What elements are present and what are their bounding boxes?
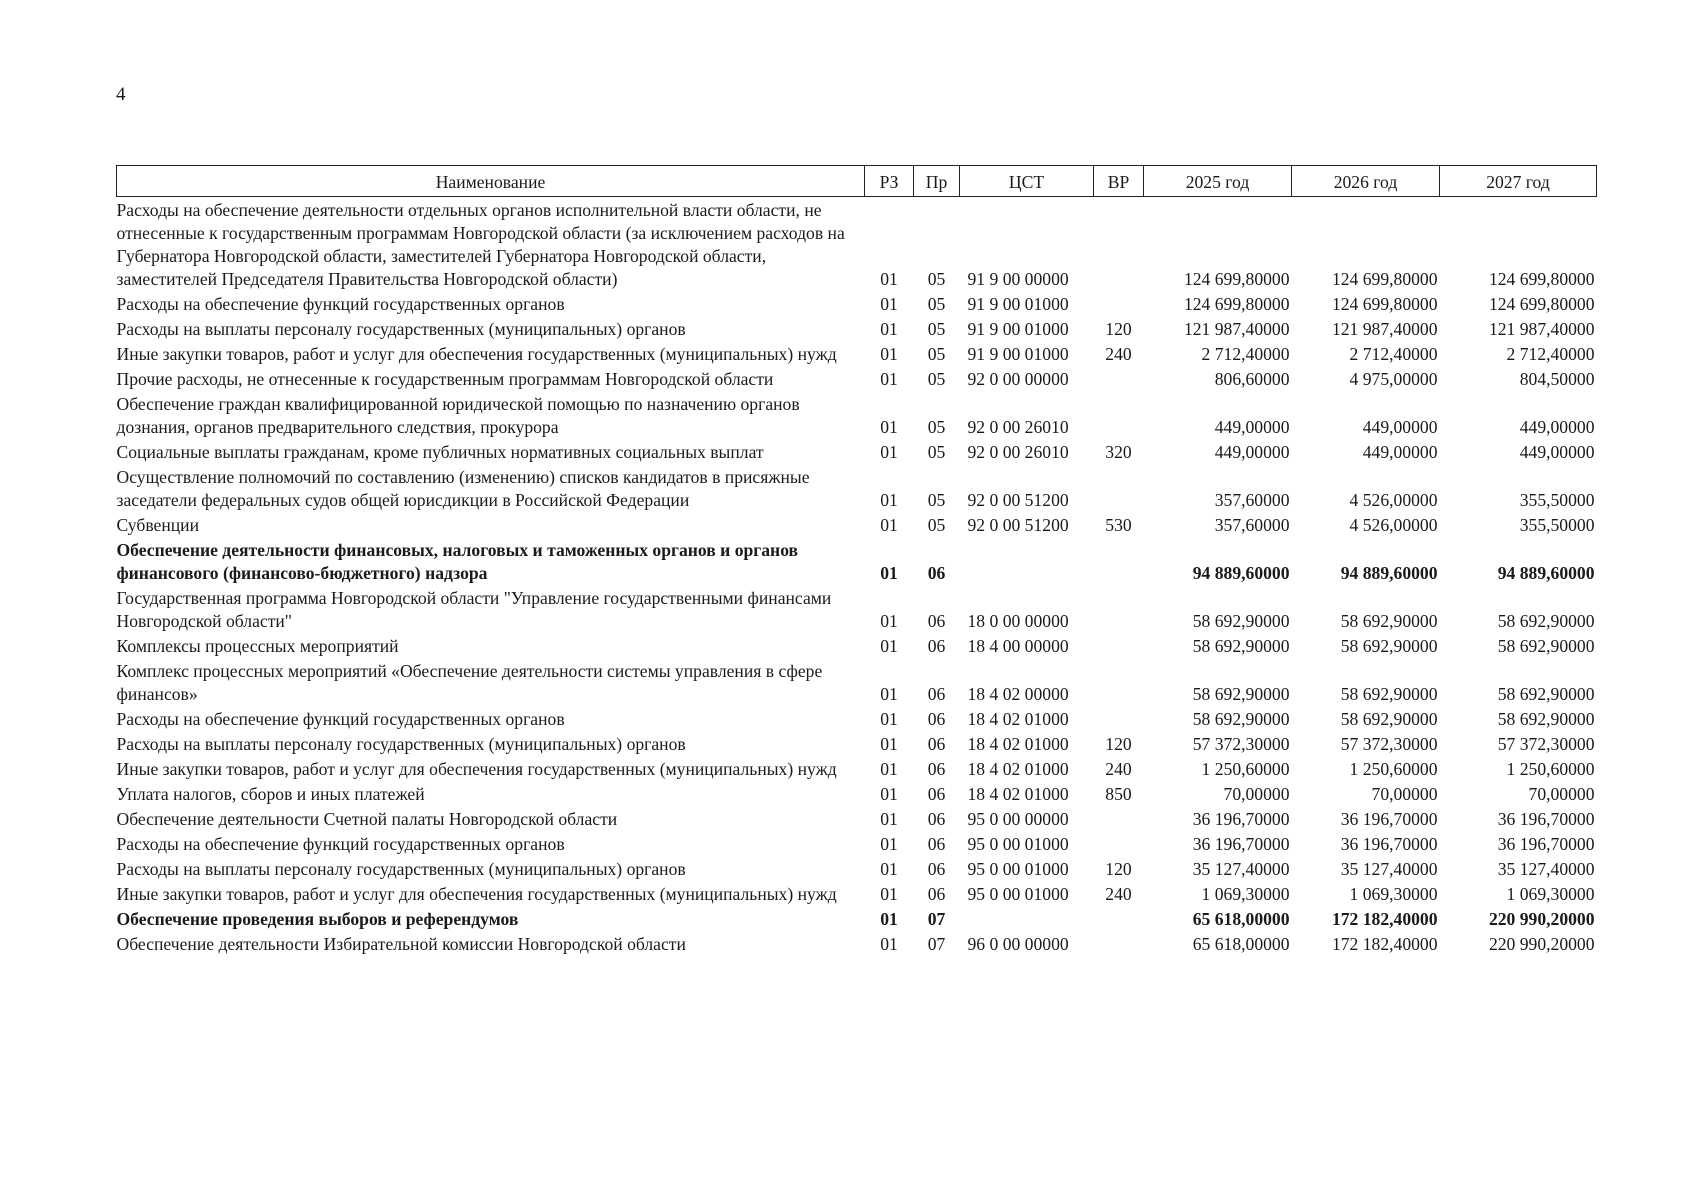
row-vr (1094, 464, 1144, 512)
row-rz: 01 (880, 684, 898, 704)
row-rz: 01 (880, 859, 898, 879)
row-2025: 449,00000 (1214, 442, 1290, 462)
header-2026: 2026 год (1292, 166, 1440, 197)
row-name: Уплата налогов, сборов и иных платежей (116, 784, 425, 804)
row-rz: 01 (880, 759, 898, 779)
row-pr: 05 (927, 369, 946, 389)
row-2027: 449,00000 (1519, 417, 1595, 437)
row-2027: 1 250,60000 (1506, 759, 1595, 779)
row-2027: 220 990,20000 (1488, 934, 1595, 954)
table-row (117, 856, 1597, 881)
row-2026: 4 526,00000 (1349, 515, 1438, 535)
header-name: Наименование (117, 166, 865, 197)
row-2027: 2 712,40000 (1506, 344, 1595, 364)
header-vr: ВР (1094, 166, 1144, 197)
row-2026: 124 699,80000 (1331, 294, 1438, 314)
header-pr: Пр (914, 166, 960, 197)
row-2025: 58 692,90000 (1192, 636, 1290, 656)
row-rz: 01 (880, 369, 898, 389)
row-pr: 05 (927, 344, 946, 364)
row-2027: 124 699,80000 (1488, 294, 1595, 314)
row-2025: 58 692,90000 (1192, 709, 1290, 729)
row-vr: 120 (1105, 859, 1132, 879)
row-2025: 58 692,90000 (1192, 611, 1290, 631)
row-pr: 06 (927, 834, 946, 854)
row-2027: 355,50000 (1519, 515, 1595, 535)
row-2025: 121 987,40000 (1183, 319, 1290, 339)
row-2025: 70,00000 (1223, 784, 1290, 804)
row-2025: 2 712,40000 (1201, 344, 1290, 364)
row-vr: 240 (1105, 759, 1132, 779)
row-name: Расходы на выплаты персоналу государственных (муниципальных) органов (116, 319, 686, 339)
table-row (117, 537, 1597, 585)
row-2025: 449,00000 (1214, 417, 1290, 437)
row-rz: 01 (880, 809, 898, 829)
row-pr: 05 (927, 490, 946, 510)
row-name: Социальные выплаты гражданам, кроме публичных нормативных социальных выплат (116, 442, 764, 462)
row-2025: 124 699,80000 (1183, 294, 1290, 314)
row-cst: 92 0 00 51200 (967, 490, 1069, 510)
row-pr: 06 (927, 759, 946, 779)
row-name: Обеспечение деятельности Счетной палаты Новгородской области (116, 809, 618, 829)
row-pr: 06 (927, 884, 946, 904)
row-rz: 01 (880, 417, 898, 437)
row-rz: 01 (880, 834, 898, 854)
row-2025: 35 127,40000 (1192, 859, 1290, 879)
row-vr (1094, 658, 1144, 706)
row-rz: 01 (880, 344, 898, 364)
row-pr: 06 (927, 611, 946, 631)
row-2026: 58 692,90000 (1340, 636, 1438, 656)
row-2026: 449,00000 (1362, 417, 1438, 437)
row-2027: 35 127,40000 (1497, 859, 1595, 879)
row-vr (1094, 931, 1144, 956)
table-row (117, 831, 1597, 856)
table-row (117, 633, 1597, 658)
row-vr: 530 (1105, 515, 1132, 535)
row-name: Расходы на выплаты персоналу государственных (муниципальных) органов (116, 734, 686, 754)
row-vr (1094, 806, 1144, 831)
row-2026: 35 127,40000 (1340, 859, 1438, 879)
row-2027: 94 889,60000 (1497, 563, 1595, 583)
row-vr: 320 (1105, 442, 1132, 462)
table-row (117, 756, 1597, 781)
row-2026: 4 975,00000 (1349, 369, 1438, 389)
row-2025: 94 889,60000 (1192, 563, 1290, 583)
table-row (117, 906, 1597, 931)
row-pr: 05 (927, 319, 946, 339)
table-row (117, 366, 1597, 391)
row-2027: 36 196,70000 (1497, 834, 1595, 854)
header-cst: ЦСТ (960, 166, 1094, 197)
row-pr: 05 (927, 442, 946, 462)
header-rz: РЗ (865, 166, 914, 197)
row-name: Иные закупки товаров, работ и услуг для обеспечения государственных (муниципальных) нужд (116, 759, 837, 779)
table-row (117, 731, 1597, 756)
table-row (117, 806, 1597, 831)
table-row (117, 512, 1597, 537)
row-2026: 172 182,40000 (1331, 934, 1438, 954)
page-number: 4 (116, 84, 126, 105)
row-cst: 95 0 00 01000 (967, 834, 1069, 854)
row-2026: 58 692,90000 (1340, 709, 1438, 729)
row-2026: 70,00000 (1371, 784, 1438, 804)
row-2025: 1 069,30000 (1201, 884, 1290, 904)
row-2027: 804,50000 (1519, 369, 1595, 389)
table-row (117, 781, 1597, 806)
row-cst: 91 9 00 01000 (967, 319, 1069, 339)
row-rz: 01 (880, 784, 898, 804)
row-pr: 06 (927, 684, 946, 704)
row-vr: 240 (1105, 344, 1132, 364)
table-row (117, 464, 1597, 512)
row-2027: 1 069,30000 (1506, 884, 1595, 904)
row-pr: 06 (927, 734, 946, 754)
table-row (117, 931, 1597, 956)
row-cst: 18 0 00 00000 (967, 611, 1069, 631)
row-vr (1094, 537, 1144, 585)
row-cst: 95 0 00 00000 (967, 809, 1069, 829)
row-name: Прочие расходы, не отнесенные к государственным программам Новгородской области (116, 369, 774, 389)
row-vr (1094, 706, 1144, 731)
row-vr (1094, 197, 1144, 292)
row-cst: 95 0 00 01000 (967, 884, 1069, 904)
row-rz: 01 (880, 611, 898, 631)
row-rz: 01 (880, 269, 898, 289)
row-2026: 2 712,40000 (1349, 344, 1438, 364)
row-name: Комплекс процессных мероприятий «Обеспечение деятельности системы управления в сфере финансов» (116, 661, 823, 704)
row-2025: 57 372,30000 (1192, 734, 1290, 754)
row-2025: 36 196,70000 (1192, 809, 1290, 829)
row-2026: 1 069,30000 (1349, 884, 1438, 904)
row-cst: 92 0 00 26010 (967, 442, 1069, 462)
row-2025: 58 692,90000 (1192, 684, 1290, 704)
row-2027: 58 692,90000 (1497, 684, 1595, 704)
row-name: Иные закупки товаров, работ и услуг для обеспечения государственных (муниципальных) нужд (116, 344, 837, 364)
row-pr: 06 (927, 636, 946, 656)
header-2025: 2025 год (1144, 166, 1292, 197)
row-pr: 05 (927, 269, 946, 289)
row-cst: 92 0 00 00000 (967, 369, 1069, 389)
row-2026: 57 372,30000 (1340, 734, 1438, 754)
row-pr: 07 (927, 934, 946, 954)
row-pr: 06 (927, 809, 946, 829)
row-rz: 01 (880, 515, 898, 535)
table-row (117, 316, 1597, 341)
row-rz: 01 (880, 442, 898, 462)
row-pr: 06 (927, 563, 946, 583)
row-2027: 220 990,20000 (1488, 909, 1595, 929)
row-cst: 91 9 00 01000 (967, 344, 1069, 364)
row-rz: 01 (880, 709, 898, 729)
row-vr (1094, 831, 1144, 856)
row-name: Расходы на обеспечение функций государственных органов (116, 834, 565, 854)
row-2027: 70,00000 (1528, 784, 1595, 804)
row-cst: 91 9 00 00000 (967, 269, 1069, 289)
row-name: Расходы на обеспечение функций государственных органов (116, 709, 565, 729)
row-cst: 92 0 00 51200 (967, 515, 1069, 535)
row-name: Обеспечение граждан квалифицированной юридической помощью по назначению органов дознания, органов предварительного следствия, прокурора (116, 394, 800, 437)
row-2027: 58 692,90000 (1497, 636, 1595, 656)
row-2025: 65 618,00000 (1192, 909, 1290, 929)
budget-table (116, 165, 1597, 956)
row-vr (1094, 291, 1144, 316)
row-2026: 58 692,90000 (1340, 611, 1438, 631)
row-2026: 1 250,60000 (1349, 759, 1438, 779)
row-2025: 65 618,00000 (1192, 934, 1290, 954)
row-vr: 120 (1105, 734, 1132, 754)
row-name: Субвенции (116, 515, 199, 535)
row-2025: 806,60000 (1214, 369, 1290, 389)
row-cst (960, 537, 1094, 585)
row-vr (1094, 633, 1144, 658)
table-row (117, 658, 1597, 706)
row-2026: 4 526,00000 (1349, 490, 1438, 510)
row-cst: 92 0 00 26010 (967, 417, 1069, 437)
header-2027: 2027 год (1440, 166, 1597, 197)
row-name: Государственная программа Новгородской области "Управление государственными финансами Новгородской области" (116, 588, 832, 631)
row-pr: 05 (927, 515, 946, 535)
row-2025: 124 699,80000 (1183, 269, 1290, 289)
row-vr (1094, 391, 1144, 439)
row-vr: 850 (1105, 784, 1132, 804)
row-vr: 120 (1105, 319, 1132, 339)
row-cst: 95 0 00 01000 (967, 859, 1069, 879)
row-name: Расходы на обеспечение деятельности отдельных органов исполнительной власти области, не отнесенные к государственным программам Новгородской области (за исключением расходов на Губернатора Новгородской области, заместителей Губернатора Новгородской области, заместителей Председателя Правительства Новгородской области) (116, 200, 845, 289)
row-2025: 1 250,60000 (1201, 759, 1290, 779)
row-rz: 01 (880, 563, 898, 583)
row-cst: 96 0 00 00000 (967, 934, 1069, 954)
row-rz: 01 (880, 909, 898, 929)
row-name: Обеспечение деятельности финансовых, налоговых и таможенных органов и органов финансового (финансово-бюджетного) надзора (116, 540, 799, 583)
row-name: Иные закупки товаров, работ и услуг для обеспечения государственных (муниципальных) нужд (116, 884, 837, 904)
row-name: Расходы на обеспечение функций государственных органов (116, 294, 565, 314)
table-header (117, 166, 1597, 197)
row-cst: 18 4 02 00000 (967, 684, 1069, 704)
row-2027: 36 196,70000 (1497, 809, 1595, 829)
row-2025: 357,60000 (1214, 515, 1290, 535)
row-rz: 01 (880, 319, 898, 339)
row-pr: 07 (927, 909, 946, 929)
row-name: Обеспечение проведения выборов и референдумов (116, 909, 519, 929)
row-2026: 449,00000 (1362, 442, 1438, 462)
row-cst: 18 4 02 01000 (967, 734, 1069, 754)
row-rz: 01 (880, 734, 898, 754)
row-rz: 01 (880, 884, 898, 904)
row-2027: 58 692,90000 (1497, 611, 1595, 631)
row-2026: 58 692,90000 (1340, 684, 1438, 704)
row-name: Осуществление полномочий по составлению (изменению) списков кандидатов в присяжные заседатели федеральных судов общей юрисдикции в Российской Федерации (116, 467, 810, 510)
row-name: Расходы на выплаты персоналу государственных (муниципальных) органов (116, 859, 686, 879)
table-body (117, 197, 1597, 957)
row-rz: 01 (880, 490, 898, 510)
table-row (117, 706, 1597, 731)
table-row (117, 881, 1597, 906)
row-cst: 18 4 02 01000 (967, 709, 1069, 729)
row-2027: 57 372,30000 (1497, 734, 1595, 754)
table-row (117, 341, 1597, 366)
row-name: Комплексы процессных мероприятий (116, 636, 399, 656)
row-name: Обеспечение деятельности Избирательной комиссии Новгородской области (116, 934, 686, 954)
row-2025: 36 196,70000 (1192, 834, 1290, 854)
row-pr: 05 (927, 417, 946, 437)
row-vr (1094, 906, 1144, 931)
table-row (117, 585, 1597, 633)
row-pr: 06 (927, 709, 946, 729)
row-2026: 121 987,40000 (1331, 319, 1438, 339)
row-2025: 357,60000 (1214, 490, 1290, 510)
header-row (117, 166, 1597, 197)
row-vr (1094, 366, 1144, 391)
table-row (117, 197, 1597, 292)
row-2027: 58 692,90000 (1497, 709, 1595, 729)
row-vr: 240 (1105, 884, 1132, 904)
row-cst: 18 4 02 01000 (967, 784, 1069, 804)
row-rz: 01 (880, 636, 898, 656)
row-cst (960, 906, 1094, 931)
row-2027: 355,50000 (1519, 490, 1595, 510)
row-2026: 36 196,70000 (1340, 809, 1438, 829)
row-vr (1094, 585, 1144, 633)
row-2026: 36 196,70000 (1340, 834, 1438, 854)
row-2027: 124 699,80000 (1488, 269, 1595, 289)
row-rz: 01 (880, 934, 898, 954)
table-row (117, 439, 1597, 464)
table-row (117, 391, 1597, 439)
row-pr: 06 (927, 784, 946, 804)
row-cst: 91 9 00 01000 (967, 294, 1069, 314)
row-pr: 06 (927, 859, 946, 879)
row-pr: 05 (927, 294, 946, 314)
row-rz: 01 (880, 294, 898, 314)
table-row (117, 291, 1597, 316)
row-cst: 18 4 00 00000 (967, 636, 1069, 656)
row-2026: 124 699,80000 (1331, 269, 1438, 289)
row-2026: 172 182,40000 (1331, 909, 1438, 929)
row-2027: 121 987,40000 (1488, 319, 1595, 339)
row-2027: 449,00000 (1519, 442, 1595, 462)
row-cst: 18 4 02 01000 (967, 759, 1069, 779)
row-2026: 94 889,60000 (1340, 563, 1438, 583)
